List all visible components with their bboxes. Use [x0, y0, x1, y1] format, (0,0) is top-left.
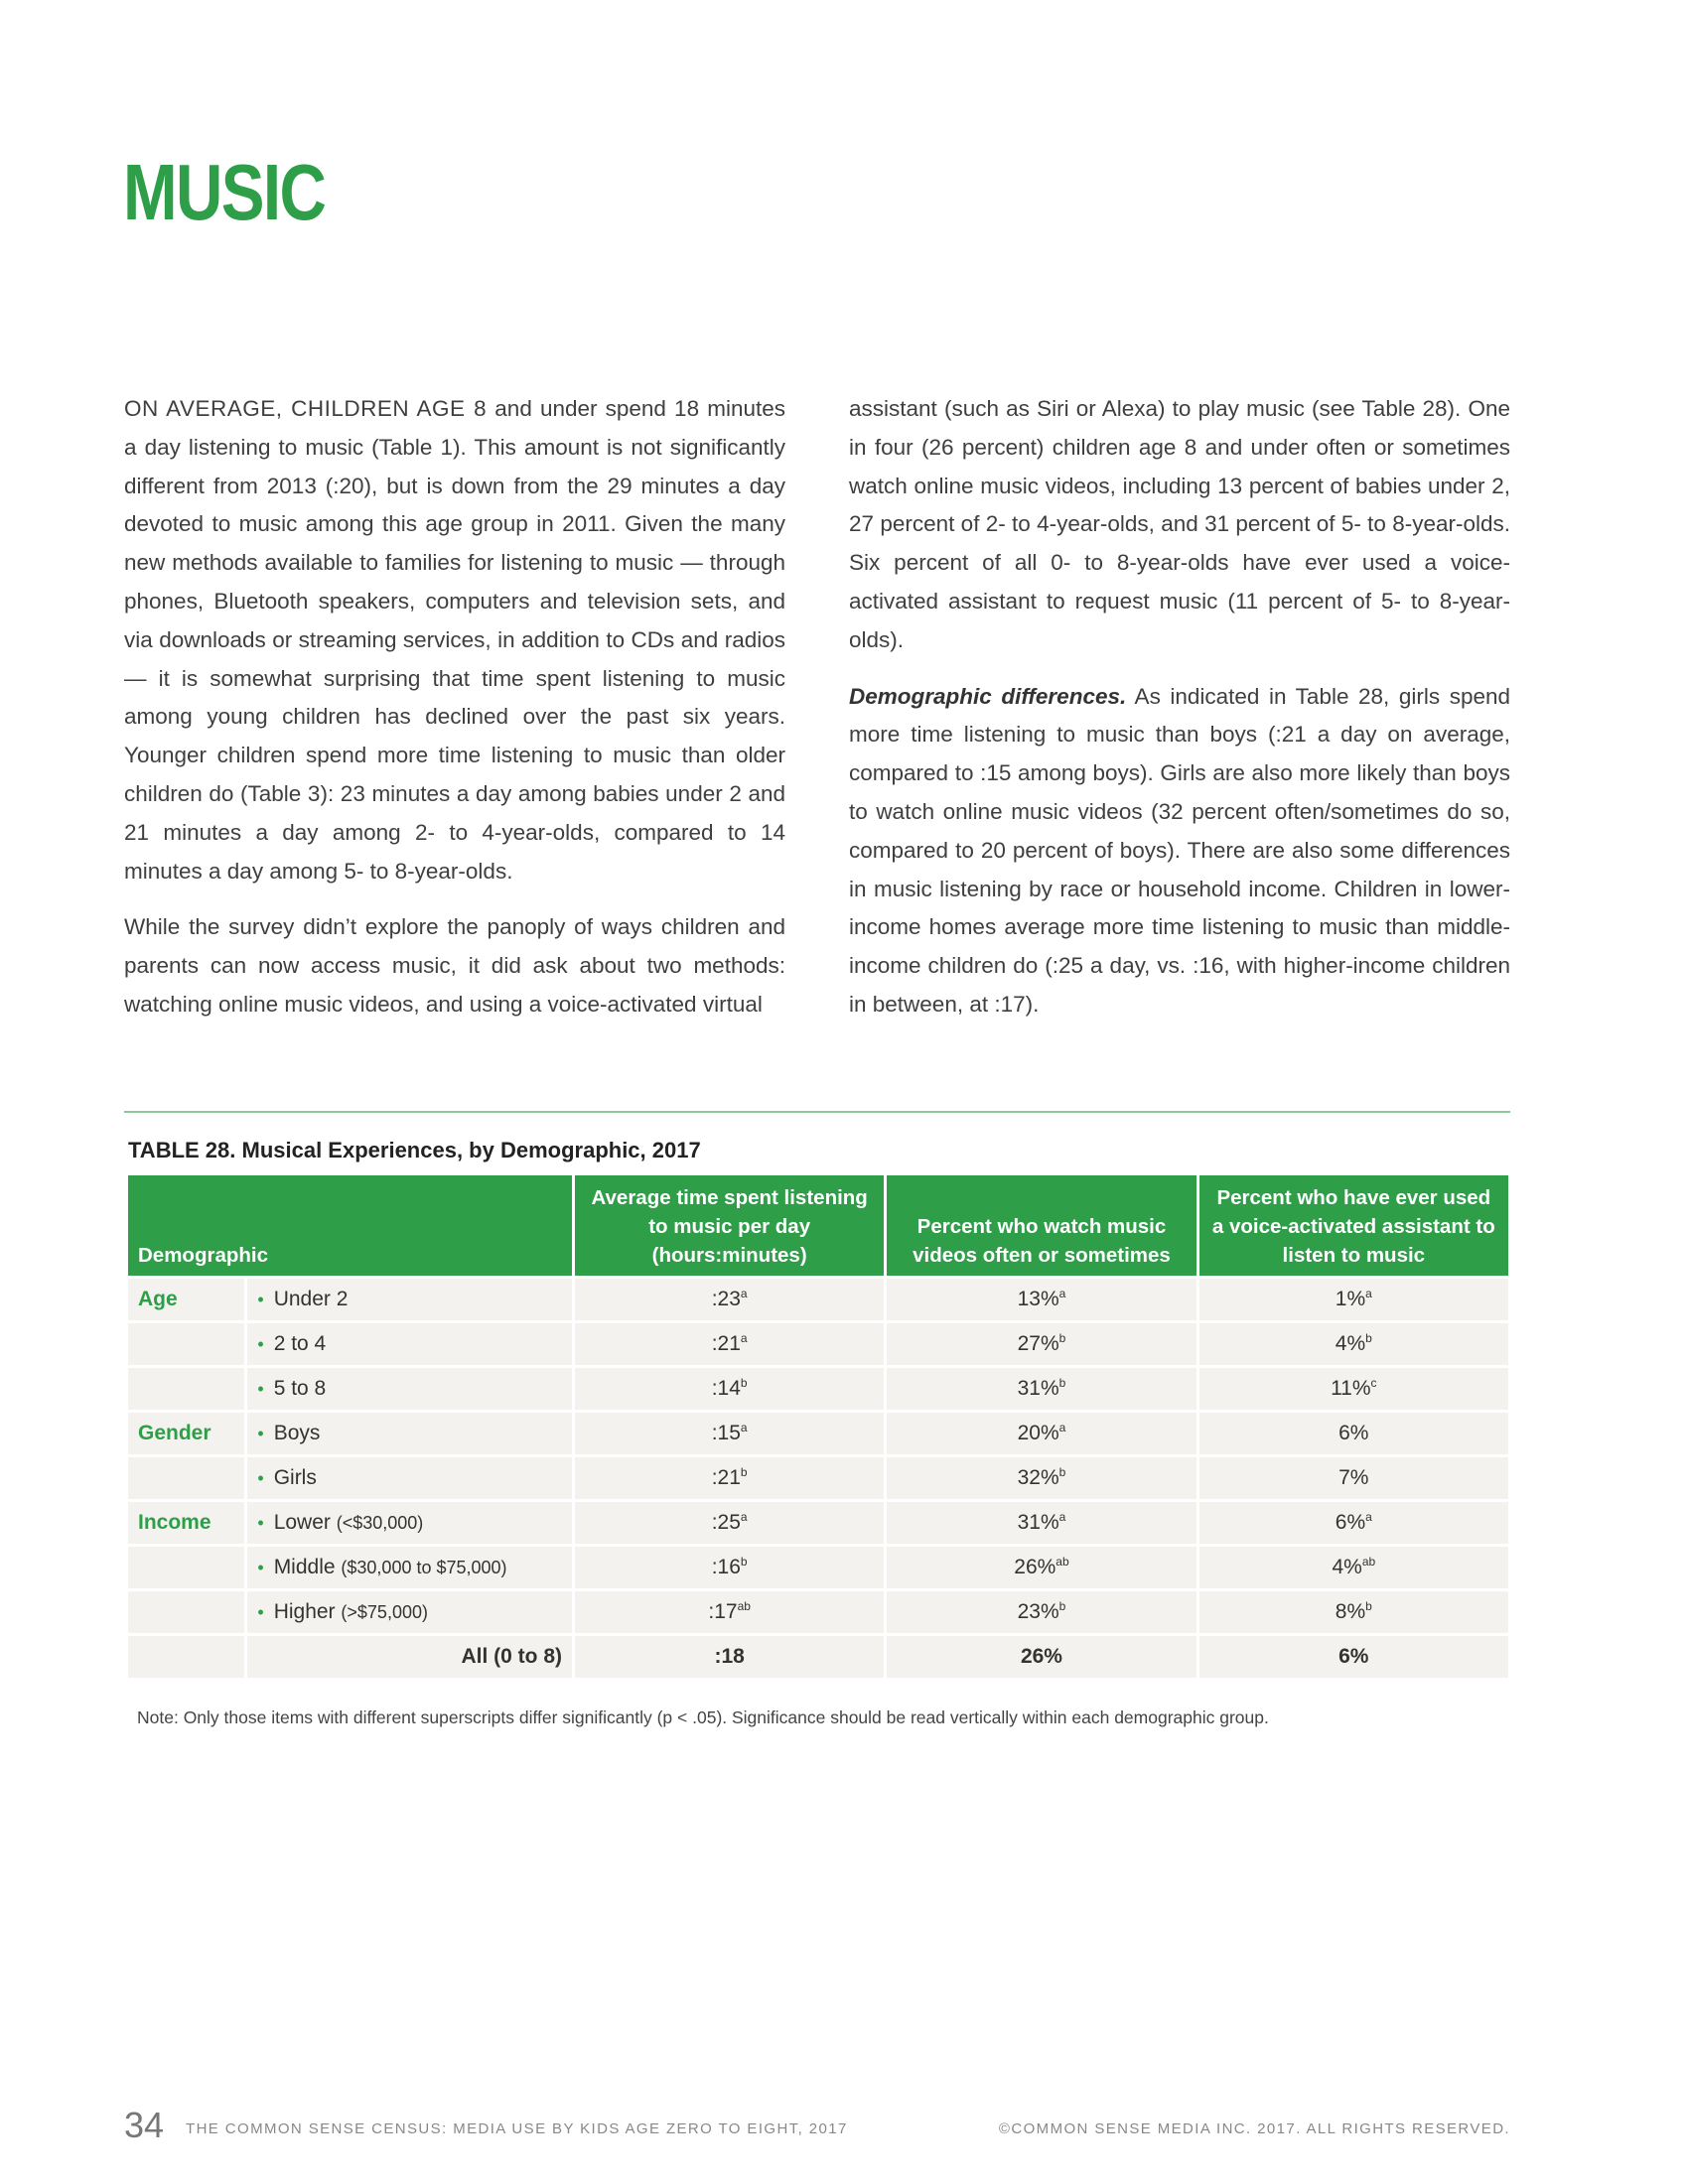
cell-time — [575, 1276, 884, 1320]
row-label-detail: ($30,000 to $75,000) — [341, 1558, 507, 1577]
intro-paragraph-body: and under spend 18 minutes a day listening to music (Table 1). This amount is not significantly different from 2013 (:20), but is down from the 29 minutes a day devoted to music among this age group in 2011. Given the many new methods available to families for listening to music — through phones, Bluetooth speakers, computers and television sets, and via downloads or streaming services, in addition to CDs and radios — it is somewhat surprising that time spent listening to music among young children has declined over the past six years. Younger children spend more time listening to music than older children do (Table 3): 23 minutes a day among babies under 2 and 21 minutes a day among 2- to 4-year-olds, compared to 14 minutes a day among 5- to 8-year-olds. — [124, 396, 785, 884]
cell-videos — [887, 1454, 1196, 1499]
cell-time-superscript: b — [740, 1376, 748, 1390]
cell-time-value: :17 — [708, 1600, 738, 1623]
cell-videos — [887, 1588, 1196, 1633]
table-row — [128, 1320, 1508, 1365]
section-divider — [124, 1111, 1510, 1113]
cell-assistant-value: 1% — [1335, 1288, 1366, 1310]
table-total-row — [128, 1633, 1508, 1678]
row-label: 5 to 8 — [273, 1377, 327, 1400]
table-header-row — [128, 1175, 1508, 1276]
cell-time — [575, 1454, 884, 1499]
cell-videos-value: 13% — [1017, 1288, 1059, 1310]
page-footer — [124, 2105, 1510, 2144]
cell-assistant — [1199, 1276, 1508, 1320]
cell-assistant — [1199, 1320, 1508, 1365]
cell-assistant-value: 7% — [1338, 1466, 1369, 1489]
cell-time-superscript: b — [740, 1555, 748, 1569]
row-subgroup — [247, 1320, 572, 1365]
row-subgroup — [247, 1276, 572, 1320]
row-label: 2 to 4 — [273, 1332, 327, 1355]
cell-assistant — [1199, 1544, 1508, 1588]
cell-assistant-value: 11% — [1331, 1377, 1371, 1400]
cell-videos-value: 23% — [1017, 1600, 1059, 1623]
table-row — [128, 1588, 1508, 1633]
cell-videos — [887, 1544, 1196, 1588]
bullet-icon: • — [257, 1468, 264, 1488]
methods-paragraph: While the survey didn’t explore the panoply of ways children and parents can now access music, it did ask about two methods: watching online music videos, and using a voice-activated virtual — [124, 914, 785, 1017]
cell-assistant-value: 4% — [1332, 1556, 1362, 1578]
row-group-label — [128, 1365, 244, 1410]
cell-videos-superscript: a — [1058, 1510, 1066, 1524]
data-table — [125, 1175, 1511, 1678]
cell-time-value: :25 — [711, 1511, 741, 1534]
cell-time-superscript: ab — [737, 1599, 751, 1613]
row-subgroup — [247, 1365, 572, 1410]
table-row — [128, 1276, 1508, 1320]
cell-assistant-value: 6% — [1335, 1511, 1366, 1534]
cell-time-value: :21 — [711, 1332, 741, 1355]
row-group-label — [128, 1588, 244, 1633]
row-group-label: Age — [128, 1276, 244, 1320]
demographic-paragraph-body: As indicated in Table 28, girls spend more time listening to music than boys (:21 a day on average, compared to :15 among boys). Girls are also more likely than boys to watch online music videos (32 percent often/sometimes do so, compared to 20 percent of boys). There are also some differences in music listening by race or household income. Children in lower-income homes average more time listening to music than middle-income children do (:25 a day, vs. :16, with higher-income children in between, at :17). — [849, 683, 1510, 1017]
cell-time-superscript: a — [740, 1287, 748, 1300]
continuation-paragraph: assistant (such as Siri or Alexa) to play music (see Table 28). One in four (26 percent) children age 8 and under often or sometimes watch online music videos, including 13 percent of babies under 2, 27 percent of 2- to 4-year-olds, and 31 percent of 5- to 8-year-olds. Six percent of all 0- to 8-year-olds have ever used a voice-activated assistant to request music (11 percent of 5- to 8-year-olds). — [849, 396, 1510, 652]
cell-assistant-superscript: b — [1365, 1331, 1372, 1345]
cell-time — [575, 1499, 884, 1544]
cell-videos-value: 27% — [1017, 1332, 1059, 1355]
row-group-label: Gender — [128, 1410, 244, 1454]
cell-videos-superscript: b — [1058, 1376, 1066, 1390]
cell-videos-value: 32% — [1017, 1466, 1059, 1489]
header-assistant: Percent who have ever used a voice-activated assistant to listen to music — [1199, 1175, 1508, 1276]
row-label-detail: (>$75,000) — [341, 1602, 428, 1622]
row-subgroup — [247, 1544, 572, 1588]
cell-videos-superscript: b — [1058, 1599, 1066, 1613]
table-title: TABLE 28. Musical Experiences, by Demographic, 2017 — [128, 1138, 701, 1162]
total-label: All (0 to 8) — [247, 1633, 572, 1678]
table-row — [128, 1410, 1508, 1454]
footer-publication-title: THE COMMON SENSE CENSUS: MEDIA USE BY KIDS AGE ZERO TO EIGHT, 2017 — [186, 2120, 848, 2137]
cell-time — [575, 1544, 884, 1588]
cell-videos — [887, 1499, 1196, 1544]
cell-videos-superscript: a — [1058, 1287, 1066, 1300]
row-label: Middle — [273, 1556, 336, 1578]
cell-time-value: :23 — [711, 1288, 741, 1310]
cell-videos-superscript: b — [1058, 1465, 1066, 1479]
cell-videos — [887, 1276, 1196, 1320]
header-time: Average time spent listening to music per day (hours:minutes) — [575, 1175, 884, 1276]
lead-in-caps: ON AVERAGE, CHILDREN AGE 8 — [124, 396, 488, 421]
cell-assistant — [1199, 1588, 1508, 1633]
table-row — [128, 1454, 1508, 1499]
cell-assistant-value: 4% — [1335, 1332, 1366, 1355]
row-group-label — [128, 1320, 244, 1365]
cell-time — [575, 1365, 884, 1410]
cell-assistant — [1199, 1410, 1508, 1454]
cell-time-superscript: a — [740, 1421, 748, 1434]
row-label-detail: (<$30,000) — [336, 1513, 424, 1533]
header-demographic: Demographic — [128, 1175, 572, 1276]
total-empty-cell — [128, 1633, 244, 1678]
cell-time — [575, 1588, 884, 1633]
cell-videos-value: 26% — [1014, 1556, 1056, 1578]
cell-assistant-superscript: a — [1365, 1510, 1372, 1524]
page-title: MUSIC — [123, 148, 326, 236]
left-column — [124, 390, 785, 1042]
cell-videos-value: 31% — [1017, 1511, 1059, 1534]
table-row — [128, 1544, 1508, 1588]
intro-paragraph — [124, 390, 785, 890]
right-column — [849, 390, 1510, 1042]
bullet-icon: • — [257, 1513, 264, 1533]
cell-videos-superscript: a — [1058, 1421, 1066, 1434]
cell-videos-value: 20% — [1017, 1422, 1059, 1444]
cell-videos — [887, 1410, 1196, 1454]
cell-assistant-superscript: ab — [1361, 1555, 1376, 1569]
cell-time-value: :16 — [711, 1556, 741, 1578]
cell-videos-superscript: ab — [1055, 1555, 1069, 1569]
row-group-label — [128, 1544, 244, 1588]
cell-time — [575, 1320, 884, 1365]
header-videos: Percent who watch music videos often or sometimes — [887, 1175, 1196, 1276]
cell-assistant-value: 6% — [1338, 1422, 1369, 1444]
cell-assistant — [1199, 1365, 1508, 1410]
demographic-paragraph — [849, 678, 1510, 1024]
bullet-icon: • — [257, 1558, 264, 1577]
cell-time — [575, 1410, 884, 1454]
run-in-heading: Demographic differences. — [849, 683, 1127, 709]
table-body — [128, 1276, 1508, 1678]
table-row — [128, 1499, 1508, 1544]
table-note: Note: Only those items with different superscripts differ significantly (p < .05). Significance should be read vertically within each demographic group. — [137, 1707, 1269, 1727]
cell-time-value: :14 — [711, 1377, 741, 1400]
cell-time-value: :21 — [711, 1466, 741, 1489]
bullet-icon: • — [257, 1290, 264, 1309]
cell-assistant-superscript: b — [1365, 1599, 1372, 1613]
bullet-icon: • — [257, 1334, 264, 1354]
row-subgroup — [247, 1588, 572, 1633]
total-assistant: 6% — [1199, 1633, 1508, 1678]
cell-assistant — [1199, 1454, 1508, 1499]
page-number: 34 — [124, 2105, 165, 2145]
row-group-label — [128, 1454, 244, 1499]
cell-time-superscript: a — [740, 1510, 748, 1524]
total-time: :18 — [575, 1633, 884, 1678]
cell-videos-value: 31% — [1017, 1377, 1059, 1400]
cell-videos-superscript: b — [1058, 1331, 1066, 1345]
row-label: Boys — [273, 1422, 321, 1444]
cell-time-superscript: b — [740, 1465, 748, 1479]
table-row — [128, 1365, 1508, 1410]
cell-assistant-superscript: a — [1365, 1287, 1372, 1300]
row-subgroup — [247, 1499, 572, 1544]
cell-videos — [887, 1365, 1196, 1410]
cell-videos — [887, 1320, 1196, 1365]
cell-assistant-superscript: c — [1370, 1376, 1377, 1390]
cell-time-superscript: a — [740, 1331, 748, 1345]
row-group-label: Income — [128, 1499, 244, 1544]
bullet-icon: • — [257, 1379, 264, 1399]
cell-assistant — [1199, 1499, 1508, 1544]
footer-copyright: ©COMMON SENSE MEDIA INC. 2017. ALL RIGHTS RESERVED. — [998, 2120, 1510, 2137]
cell-time-value: :15 — [711, 1422, 741, 1444]
row-label: Girls — [273, 1466, 317, 1489]
bullet-icon: • — [257, 1424, 264, 1443]
row-subgroup — [247, 1410, 572, 1454]
row-label: Under 2 — [273, 1288, 349, 1310]
cell-assistant-value: 8% — [1335, 1600, 1366, 1623]
total-videos: 26% — [887, 1633, 1196, 1678]
row-subgroup — [247, 1454, 572, 1499]
row-label: Lower — [273, 1511, 331, 1534]
row-label: Higher — [273, 1600, 336, 1623]
bullet-icon: • — [257, 1602, 264, 1622]
